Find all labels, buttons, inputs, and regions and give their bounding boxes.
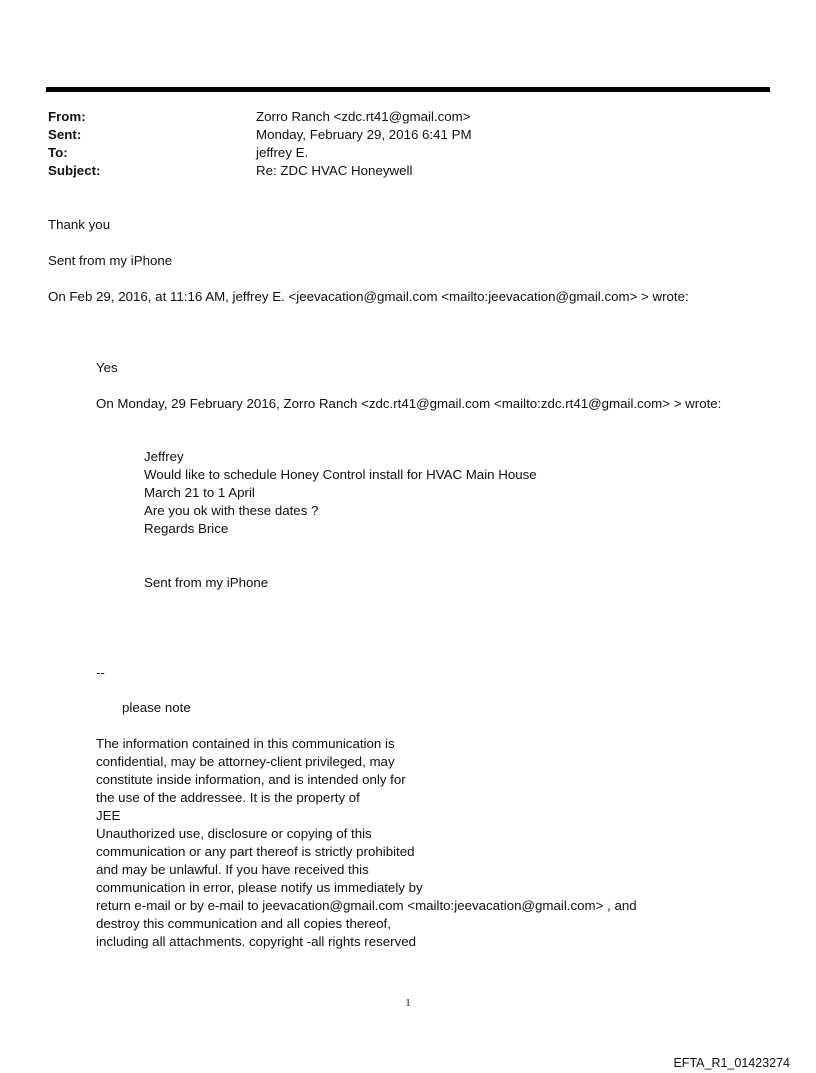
disclaimer-heading: please note <box>122 700 191 715</box>
disclaimer-separator: -- <box>96 665 105 680</box>
disclaimer-line: JEE <box>96 808 121 823</box>
from-row <box>48 108 472 126</box>
quote1-text: Yes <box>96 360 118 375</box>
quote1-intro: On Feb 29, 2016, at 11:16 AM, jeffrey E. <jeevacation@gmail.com <mailto:jeevacation@gmail.com> > wrote: <box>48 289 689 304</box>
disclaimer-line: The information contained in this communication is <box>96 736 395 751</box>
disclaimer-line: the use of the addressee. It is the property of <box>96 790 360 805</box>
subject-row <box>48 162 472 180</box>
from-label: From: <box>48 109 86 124</box>
to-value: jeffrey E. <box>256 145 309 160</box>
from-value: Zorro Ranch <zdc.rt41@gmail.com> <box>256 109 471 124</box>
disclaimer-line: confidential, may be attorney-client privileged, may <box>96 754 395 769</box>
document-id: EFTA_R1_01423274 <box>673 1056 790 1070</box>
quote2-line: Regards Brice <box>144 521 229 536</box>
quote2-line: March 21 to 1 April <box>144 485 255 500</box>
quote2-intro: On Monday, 29 February 2016, Zorro Ranch <zdc.rt41@gmail.com <mailto:zdc.rt41@gmail.com> > wrote: <box>96 396 722 411</box>
subject-value: Re: ZDC HVAC Honeywell <box>256 163 413 178</box>
quote2-message <box>144 448 537 538</box>
body-thank-you: Thank you <box>48 217 111 232</box>
disclaimer-line: communication or any part thereof is strictly prohibited <box>96 844 415 859</box>
body-signature: Sent from my iPhone <box>48 253 173 268</box>
to-row <box>48 144 472 162</box>
disclaimer-line: constitute inside information, and is intended only for <box>96 772 406 787</box>
sent-row <box>48 126 472 144</box>
disclaimer-line: communication in error, please notify us immediately by <box>96 880 423 895</box>
page-number: 1 <box>405 997 411 1009</box>
disclaimer-line: return e-mail or by e-mail to jeevacation@gmail.com <mailto:jeevacation@gmail.com> , and <box>96 898 637 913</box>
header-rule <box>46 87 770 92</box>
sent-label: Sent: <box>48 127 82 142</box>
sent-value: Monday, February 29, 2016 6:41 PM <box>256 127 472 142</box>
subject-label: Subject: <box>48 163 101 178</box>
quote2-line: Jeffrey <box>144 449 184 464</box>
to-label: To: <box>48 145 68 160</box>
disclaimer-line: Unauthorized use, disclosure or copying of this <box>96 826 372 841</box>
disclaimer-body <box>96 735 637 951</box>
disclaimer-line: including all attachments. copyright -all rights reserved <box>96 934 417 949</box>
quote2-line: Would like to schedule Honey Control install for HVAC Main House <box>144 467 537 482</box>
disclaimer-line: and may be unlawful. If you have received this <box>96 862 369 877</box>
quote2-line: Are you ok with these dates ? <box>144 503 319 518</box>
quote2-signature: Sent from my iPhone <box>144 575 269 590</box>
email-header <box>48 108 472 180</box>
disclaimer-line: destroy this communication and all copies thereof, <box>96 916 391 931</box>
